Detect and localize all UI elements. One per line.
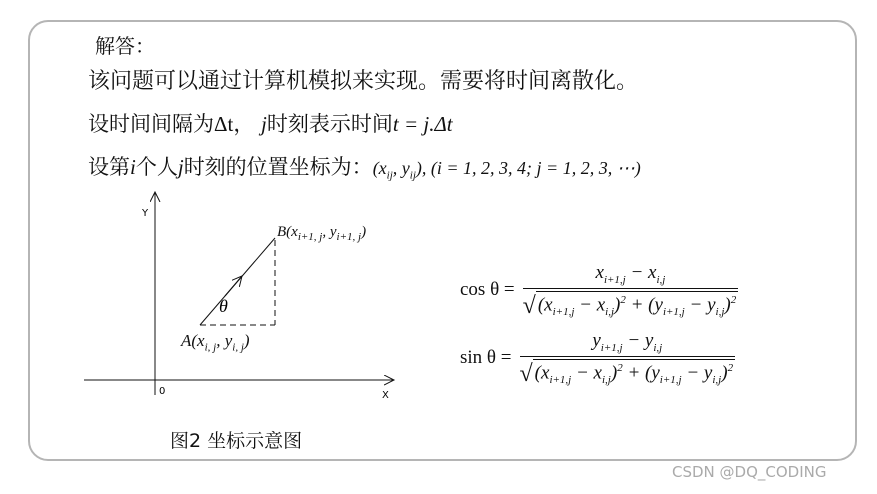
coord-formula: ($x_{ij}$, $y_{ij}$), (i = 1, 2, 3, 4; j = 1, 2, 3, ⋯) [372,158,641,182]
vector-arrow [225,276,242,296]
angle-theta: θ [219,296,228,316]
time-formula: t = j.Δt [392,112,453,136]
cos-numerator: $x_{i+1,j} - x_{i,j}$ [595,262,666,286]
text: 时刻表示时间 [266,112,393,136]
var-j: j [177,155,184,179]
text: ， [233,112,255,136]
cos-formula [460,262,738,318]
y-axis-label: Y [142,208,149,219]
delta-t: Δt [214,112,234,136]
point-a-label: $A(x_{i, j}$, $y_{i, j}$) [181,331,250,354]
sin-lhs: sin θ = [460,346,512,368]
origin-label: 0 [159,386,166,397]
watermark: CSDN @DQ_CODING [672,463,827,481]
cos-fraction [523,262,739,318]
cos-lhs: cos θ = [460,278,515,300]
text: 设第 [88,155,130,179]
text: 设时间间隔为 [88,112,214,136]
cos-denominator: √ $(x_{i+1,j} - x_{i,j})^2 + (y_{i+1,j} - y_{i,j})^2$ [523,288,739,318]
answer-heading: 解答： [95,34,155,58]
x-axis-label: X [382,390,389,401]
sin-fraction [520,330,736,386]
text: 个人 [135,155,178,179]
text: 时刻的位置坐标为： [183,155,373,179]
sin-formula [460,330,735,386]
var-j: j [261,112,267,136]
figure-caption: 图2 坐标示意图 [170,430,303,452]
sin-numerator: $y_{i+1,j} - y_{i,j}$ [592,330,663,354]
sin-denominator: √ $(x_{i+1,j} - x_{i,j})^2 + (y_{i+1,j} - y_{i,j})^2$ [520,356,736,386]
var-i: i [130,155,136,179]
point-b-label: $B(x_{i+1, j}$, $y_{i+1, j}$) [277,224,367,243]
intro-line: 该问题可以通过计算机模拟来实现。需要将时间离散化。 [88,69,639,94]
